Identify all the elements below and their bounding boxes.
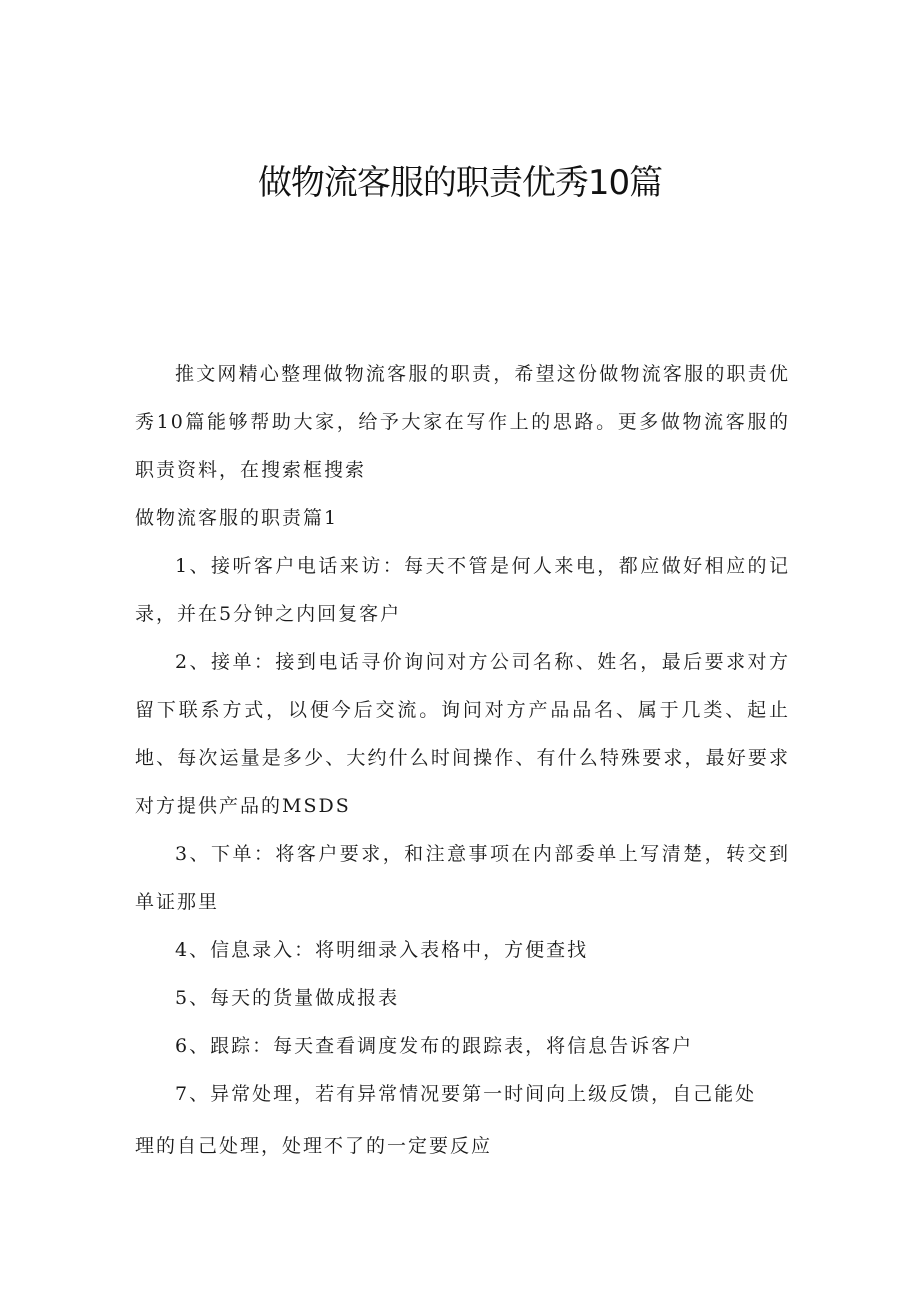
document-body xyxy=(135,350,790,1170)
list-item: 6、跟踪：每天查看调度发布的跟踪表，将信息告诉客户 xyxy=(175,1035,694,1057)
document-title: 做物流客服的职责优秀10篇 xyxy=(257,163,663,203)
list-item: 7、异常处理，若有异常情况要第一时间向上级反馈，自己能处 xyxy=(175,1083,757,1105)
list-item: 2、接单：接到电话寻价询问对方公司名称、姓名，最后要求对方留下联系方式，以便今后交流。询问对方产品品名、属于几类、起止地、每次运量是多少、大约什么时间操作、有什么特殊要求，最好要求对方提供产品的MSDS xyxy=(135,651,790,817)
list-item-continuation: 理的自己处理，处理不了的一定要反应 xyxy=(135,1135,493,1157)
list-item: 4、信息录入：将明细录入表格中，方便查找 xyxy=(175,939,589,961)
list-item: 5、每天的货量做成报表 xyxy=(175,987,400,1009)
section-heading: 做物流客服的职责篇1 xyxy=(135,507,339,529)
list-item: 3、下单：将客户要求，和注意事项在内部委单上写清楚，转交到单证那里 xyxy=(135,843,790,913)
list-item: 1、接听客户电话来访：每天不管是何人来电，都应做好相应的记录，并在5分钟之内回复客户 xyxy=(135,555,790,625)
intro-paragraph: 推文网精心整理做物流客服的职责，希望这份做物流客服的职责优秀10篇能够帮助大家，给予大家在写作上的思路。更多做物流客服的职责资料，在搜索框搜索 xyxy=(135,363,790,481)
